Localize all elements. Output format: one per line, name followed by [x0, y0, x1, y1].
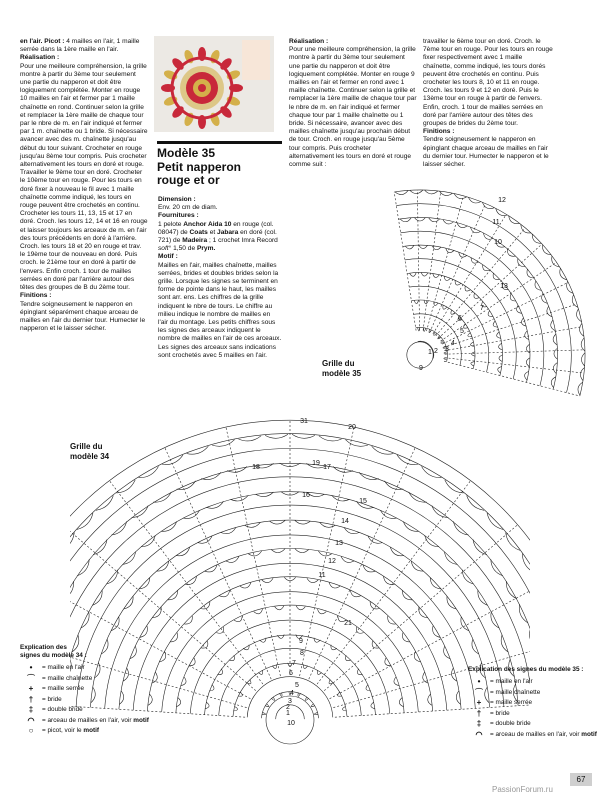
model-title-line-3: rouge et or: [157, 173, 220, 187]
diagram-spoke: [444, 327, 582, 351]
diagram-ring: [407, 272, 502, 375]
diagram-arc: [96, 496, 113, 511]
chain-arc-icon: ◠: [27, 715, 35, 725]
diagram-ring: [416, 327, 448, 361]
round-number-label: 7: [292, 660, 296, 667]
round-number-label: 21: [344, 620, 352, 627]
round-number-label: 1: [428, 349, 432, 356]
fournitures-text: 1 pelote Anchor Aida 10 en rouge (col. 08047) de Coats et Jabara en doré (col. 721) de Madeira ; 1 crochet Imra Record soft° 1,50 de Prym.: [158, 220, 278, 253]
model-title-line-1: Modèle 35: [157, 146, 216, 160]
round-number-label: 8: [300, 650, 304, 657]
diagram-arc: [444, 276, 450, 280]
diagram-arc: [363, 565, 375, 572]
diagram-arc: [346, 440, 368, 447]
round-number-label: 9: [299, 638, 303, 645]
diagram-arc: [414, 652, 420, 662]
diagram-arc: [554, 348, 557, 359]
legend-35-title: Explication des signes du modèle 35 :: [468, 666, 584, 673]
diagram-arc: [70, 533, 74, 551]
legend-35-row-slip: ⌒ = maille chaînette: [468, 688, 598, 699]
round-number-label: 5: [295, 682, 299, 689]
page-number: 67: [570, 773, 592, 786]
round-number-label: 1: [286, 710, 290, 717]
diagram-arc: [499, 355, 503, 362]
finitions-text-35: Tendre soigneusement le napperon en épinglant chaque arceau de mailles en l'air du dernier tour. Humecter le napperon et le laisser sécher.: [423, 136, 549, 169]
round-number-label: 4: [290, 690, 294, 697]
diagram-spoke: [417, 190, 419, 330]
diagram-arc: [372, 446, 394, 454]
round-number-label: 19: [312, 460, 320, 467]
motif-text: Mailles en l'air, mailles chaînette, mailles serrées, brides et doubles brides selon la grille. Lorsque les signes se terminent en forme de pointe dans le haut, les mailles sont arr. ens. Les chiffres de la grille indiquent le nbre de tours. Le chiffre au milieu indique le nombre de mailles en l'air du montage. Les petits chiffres sous les signes des arceaux indiquent le nombre de mailles en l'air de ces arceaux. Les signes des arceaux sans indications sont crochetés avec 5 mailles en l'air.: [158, 261, 282, 359]
intro-rest: 4 mailles en l'air, 1 maille serrée dans la 1ère maille en l'air.: [20, 38, 140, 54]
round-number-label: 12: [498, 197, 506, 204]
diagram-ring: [411, 300, 475, 369]
grille-35-title: Grille du modèle 35: [322, 359, 362, 378]
diagram-arc: [581, 353, 585, 366]
diagram-spoke: [394, 192, 416, 331]
diagram-ring: [119, 548, 461, 709]
diagram-arc: [465, 286, 471, 291]
diagram-arc: [467, 496, 484, 511]
round-number-label: 14: [341, 518, 349, 525]
diagram-arc: [410, 190, 423, 194]
diagram-arc: [201, 641, 208, 648]
site-watermark: PassionForum.ru: [492, 785, 553, 794]
diagram-arc: [445, 480, 464, 493]
diagram-arc: [474, 293, 479, 298]
round-number-label: 7: [480, 305, 484, 312]
text-column-4: [423, 38, 553, 169]
realisation-heading-34: Réalisation :: [20, 54, 60, 62]
picot-icon: ○: [28, 726, 34, 736]
realisation-text-35-cont: travailler le 6ème tour en doré. Croch. le 7ème tour en rouge. Pour les tours en rouge fixer respectivement avec 1 maille chaînette, comme indiqué, les tours dorés peuvent être crochetés en continu. Puis crocheter les tours 8, 10 et 11 en rouge. Croch. les tours 9 et 12 en doré. Puis le 13ème tour en rouge à partir de l'envers. Enfin, croch. 1 tour de mailles serrées en doré par l'arrière autour des têtes des groupes de brides du 2ème tour.: [423, 38, 553, 128]
realisation-heading-35: Réalisation :: [289, 38, 329, 45]
diagram-arc: [70, 581, 74, 599]
diagram-arc: [117, 480, 136, 493]
round-number-label: 20: [348, 424, 356, 431]
legend-35-row-dc: † = bride: [468, 709, 598, 720]
model-title-line-2: Petit napperon: [157, 159, 242, 174]
round-number-label: 12: [328, 558, 336, 565]
text-column-3: [289, 38, 417, 169]
round-number-label: 16: [302, 492, 310, 499]
round-number-label: 4: [451, 340, 455, 347]
round-number-label: 10: [287, 720, 295, 727]
diagram-arc: [551, 320, 556, 331]
double-crochet-icon: †: [28, 694, 34, 704]
model-35-title: [157, 141, 282, 188]
chain-stitch-icon: •: [29, 663, 33, 673]
diagram-arc: [419, 245, 428, 249]
diagram-arc: [421, 273, 428, 277]
diagram-ring: [401, 231, 544, 386]
diagram-spoke: [423, 191, 441, 330]
diagram-arc: [424, 328, 426, 332]
round-number-label: 13: [335, 540, 343, 547]
legend-35-row-sc: + = maille serrée: [468, 698, 598, 709]
single-crochet-icon: +: [28, 684, 34, 694]
legend-35-row-chain: • = maille en l'air: [468, 677, 598, 688]
diagram-arc: [414, 218, 425, 221]
diagram-ring: [276, 705, 305, 719]
diagram-arc: [542, 293, 548, 303]
diagram-arc: [551, 377, 556, 388]
diagram-spoke: [427, 196, 464, 331]
dimension-value: Env. 20 cm de diam.: [158, 204, 218, 212]
diagram-arc: [296, 606, 305, 610]
diagram-arc: [329, 680, 333, 684]
diagram-arc: [385, 658, 391, 666]
legend-34-row-chain: • = maille en l'air: [20, 663, 150, 674]
diagram-arc: [506, 533, 520, 551]
realisation-text-35: Pour une meilleure compréhension, la grille montre à partir du 3ème tour seulement une partie du napperon et doit être logiquement complétée. Monter en rouge 9 mailles en l'air et fermer en rond avec 1 maille chaînette. Continuer selon la grille et remplacer la 1ère maille de chaque tour par le nbre de m. en l'air indiqué et fermer chaque tour par 1 maille chaînette ou 1 bride. Si nécessaire, avancer avec des mailles chaînette jusqu'au prochain début de tour. Croch. en rouge jusqu'au 5ème tour compris. Puis crocheter alternativement les tours en doré et rouge comme suit :: [289, 46, 417, 169]
diagram-arc: [370, 602, 379, 609]
round-number-label: 5: [460, 328, 464, 335]
round-number-label: 2: [286, 704, 290, 711]
diagram-arc: [341, 556, 354, 562]
diagram-arc: [422, 466, 442, 477]
diagram-arc: [350, 591, 360, 597]
legend-34-row-picot: ○ = picot, voir le motif: [20, 726, 150, 737]
diagram-ring: [399, 218, 558, 390]
diagram-arc: [77, 513, 93, 529]
round-number-label: 6: [458, 315, 462, 322]
round-number-label: 3: [445, 346, 449, 353]
diagram-spoke: [165, 447, 272, 679]
round-number-label: 18: [252, 464, 260, 471]
diagram-arc: [468, 197, 481, 203]
diagram-arc: [212, 440, 234, 447]
diagram-arc: [402, 633, 409, 642]
round-number-label: 15: [359, 498, 367, 505]
double-crochet-icon: †: [476, 708, 482, 718]
diagram-arc: [160, 652, 166, 662]
diagram-arc: [248, 551, 261, 556]
legend-34-row-tr: ‡ = double bride: [20, 705, 150, 716]
legend-34-row-sc: + = maille serrée: [20, 684, 150, 695]
slip-stitch-icon: ⌒: [475, 687, 483, 697]
intro-bold: en l'air. Picot :: [20, 38, 65, 45]
diagram-arc: [162, 455, 183, 465]
diagram-arc: [522, 554, 530, 573]
diagram-arc: [205, 565, 217, 572]
diagram-arc: [201, 602, 210, 609]
diagram-arc: [265, 434, 288, 438]
diagram-arc: [187, 446, 209, 454]
text-column-2: [158, 196, 282, 360]
diagram-spoke: [445, 358, 584, 373]
legend-35: [468, 666, 598, 740]
round-number-label: 6: [289, 670, 293, 677]
round-number-label: 17: [323, 464, 331, 471]
diagram-arc: [443, 219, 454, 224]
diagram-arc: [226, 556, 239, 562]
legend-34-row-dc: † = bride: [20, 695, 150, 706]
diagram-spoke: [445, 350, 585, 354]
diagram-spoke: [309, 447, 416, 679]
treble-crochet-icon: ‡: [476, 719, 482, 729]
chain-stitch-icon: •: [477, 677, 481, 687]
diagram-ring: [409, 286, 489, 372]
diagram-spoke: [433, 214, 506, 334]
diagram-arc: [388, 616, 396, 624]
diagram-arc: [170, 633, 177, 642]
legend-35-row-tr: ‡ = double bride: [468, 719, 598, 730]
round-number-label: 11: [318, 572, 326, 579]
doily-photo-image: [154, 36, 274, 132]
diagram-arc: [247, 680, 251, 684]
round-number-label: 11: [492, 219, 500, 226]
legend-34-title: Explication des signes du modèle 34 :: [20, 644, 87, 659]
realisation-text-34: Pour une meilleure compréhension, la grille montre à partir du 3ème tour seulement une partie du napperon et doit être logiquement complétée. Monter en rouge 10 mailles en l'air et fermer par 1 maille chaînette en rond. Continuer selon la grille et remplacer la 1ère maille de chaque tour par le nbre de m. en l'air indiqué et fermer par 1 m. chaînette ou 1 bride. Si nécessaire avancer avec des m. chaînette jusqu'au début du tour suivant. Crocheter en rouge jusqu'au 8ème tour compris. Puis crocheter alternativement les tours en doré et rouge. Travailler le 9ème tour en doré. Crocheter le 10ème tour en rouge. Pour les tours en doré fixer à nouveau le fil avec 1 maille chaînette comme indiqué, les tours en rouge peuvent être crochetés en continu. Crocheter les tours 11, 13, 15 et 17 en doré. Croch. les tours 12, 14 et 16 en rouge et laisser toujours les arceaux de m. en l'air des tours précédents en doré à l'arrière. Croch. les tours 18 et 20 en rouge et trav. le 19ème tour de nouveau en doré. Puis croch. le 21ème tour en doré à partir de l'envers. Enfin croch. 1 tour de mailles serrées en doré par l'arrière autour des têtes des groupes de B du 2ème tour.: [20, 62, 148, 292]
diagram-spoke: [436, 228, 525, 336]
diagram-arc: [139, 466, 159, 477]
diagram-arc: [292, 434, 315, 438]
chain-arc-icon: ◠: [475, 729, 483, 739]
diagram-arc: [472, 352, 475, 356]
round-number-label: 13: [500, 283, 508, 290]
slip-stitch-icon: ⌒: [27, 673, 35, 683]
legend-35-row-arc: ◠ = arceau de mailles en l'air, voir motif: [468, 730, 598, 741]
round-number-label: 31: [300, 418, 308, 425]
diagram-arc: [189, 658, 195, 666]
diagram-arc: [444, 358, 448, 360]
motif-heading: Motif :: [158, 253, 178, 261]
legend-34-row-slip: ⌒ = maille chaînette: [20, 674, 150, 685]
legend-34: [20, 644, 150, 737]
round-number-label: 3: [288, 698, 292, 705]
diagram-spoke: [444, 361, 580, 396]
finitions-heading-35: Finitions :: [423, 128, 455, 136]
treble-crochet-icon: ‡: [28, 705, 34, 715]
fournitures-heading: Fournitures :: [158, 212, 199, 220]
doily-photo: [154, 36, 274, 132]
legend-34-row-arc: ◠ = arceau de mailles en l'air, voir motif: [20, 716, 150, 727]
diagram-arc: [372, 641, 379, 648]
diagram-arc: [487, 513, 503, 529]
single-crochet-icon: +: [476, 698, 482, 708]
round-number-label: 9: [419, 365, 423, 372]
diagram-arc: [216, 627, 223, 633]
dimension-heading: Dimension :: [158, 196, 196, 203]
diagram-arc: [397, 455, 418, 465]
diagram-arc: [220, 591, 230, 597]
round-number-label: 2: [434, 348, 438, 355]
diagram-arc: [184, 616, 192, 624]
round-number-label: 10: [494, 239, 502, 246]
text-column-1: [20, 38, 148, 333]
grille-34-title: Grille du modèle 34: [70, 442, 110, 461]
finitions-text-34: Tendre soigneusement le napperon en épinglant séparément chaque arceau de mailles en l'air du dernier tour. Humecter le napperon et le laisser sécher.: [20, 300, 146, 333]
diagram-arc: [356, 627, 363, 633]
diagram-arc: [275, 606, 284, 610]
finitions-heading-34: Finitions :: [20, 292, 52, 300]
diagram-arc: [318, 551, 331, 556]
